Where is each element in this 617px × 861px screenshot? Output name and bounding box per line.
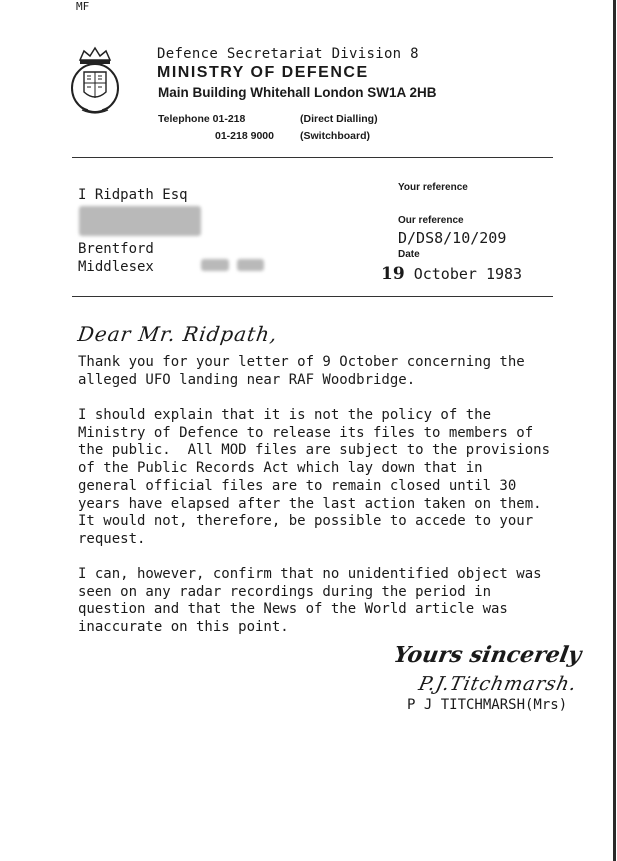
ministry-address: Main Building Whitehall London SW1A 2HB bbox=[158, 85, 437, 100]
your-reference-label: Your reference bbox=[398, 182, 468, 193]
date-day: 19 bbox=[381, 264, 405, 284]
corner-mark: MF bbox=[76, 0, 90, 13]
salutation: Dear Mr. Ridpath, bbox=[76, 322, 280, 346]
paragraph-3: I can, however, confirm that no unidentified object was seen on any radar recordings during the period in question and that the News of the World article was inaccurate on this point. bbox=[78, 566, 542, 636]
signatory-name: P J TITCHMARSH(Mrs) bbox=[407, 697, 568, 713]
recipient-county: Middlesex bbox=[78, 259, 154, 275]
letter-date bbox=[381, 264, 522, 284]
date-label: Date bbox=[398, 249, 420, 260]
telephone-direct: Telephone 01-218 bbox=[158, 113, 246, 125]
redacted-street-address bbox=[79, 206, 201, 236]
recipient-town: Brentford bbox=[78, 241, 154, 257]
address-divider bbox=[72, 296, 553, 297]
telephone-switchboard: 01-218 9000 bbox=[215, 130, 274, 142]
our-reference-label: Our reference bbox=[398, 215, 464, 226]
paragraph-1: Thank you for your letter of 9 October concerning the alleged UFO landing near RAF Woodbridge. bbox=[78, 354, 525, 388]
signature: P.J.Titchmarsh. bbox=[416, 673, 580, 695]
our-reference-value: D/DS8/10/209 bbox=[398, 229, 507, 247]
division-name: Defence Secretariat Division 8 bbox=[157, 46, 419, 62]
redacted-postcode-part1 bbox=[201, 259, 229, 271]
redacted-postcode-part2 bbox=[237, 259, 264, 271]
recipient-name: I Ridpath Esq bbox=[78, 187, 188, 203]
telephone-switchboard-note: (Switchboard) bbox=[300, 130, 370, 142]
date-month-year: October 1983 bbox=[404, 265, 523, 283]
scan-edge-line bbox=[613, 0, 616, 861]
royal-crest-icon bbox=[66, 46, 124, 116]
telephone-direct-note: (Direct Dialling) bbox=[300, 113, 378, 125]
paragraph-2: I should explain that it is not the policy of the Ministry of Defence to release its files to members of the public. All MOD files are subject to the provisions of the Public Records Act which lay down that in general official files are to remain closed until 30 years have elapsed after the last action taken on them. It would not, therefore, be possible to accede to your request. bbox=[78, 407, 551, 547]
closing: Yours sincerely bbox=[391, 642, 584, 668]
ministry-name: MINISTRY OF DEFENCE bbox=[157, 64, 369, 81]
header-divider bbox=[72, 157, 553, 158]
